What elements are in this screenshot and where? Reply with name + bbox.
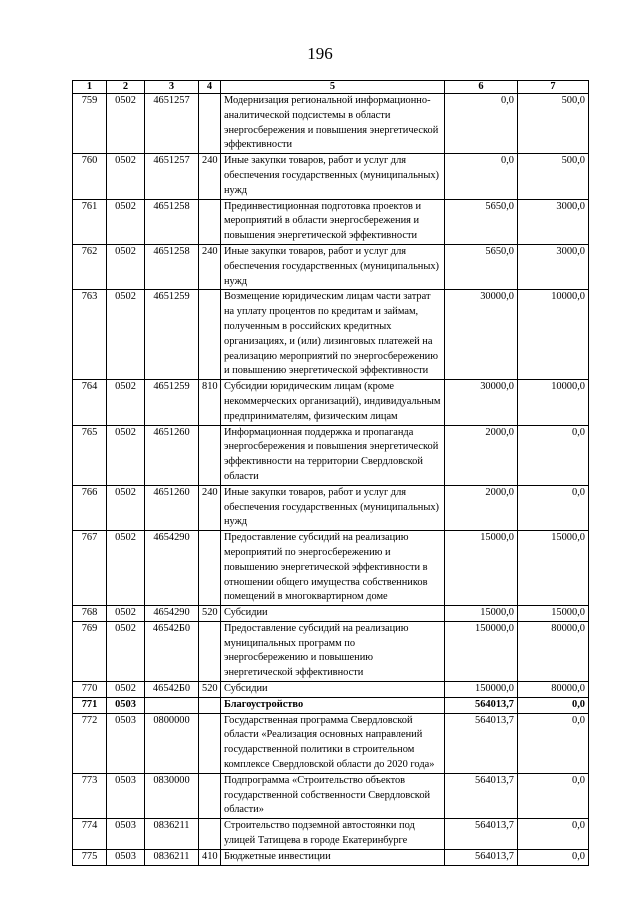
description-cell: Иные закупки товаров, работ и услуг для обеспечения государственных (муниципальных) нужд xyxy=(221,154,445,199)
description-cell: Субсидии xyxy=(221,682,445,698)
amount-2015-cell: 10000,0 xyxy=(518,290,589,380)
description-cell: Благоустройство xyxy=(221,697,445,713)
target-code-cell: 4651258 xyxy=(145,199,199,244)
table-row xyxy=(73,380,589,425)
expense-type-cell: 240 xyxy=(199,485,221,530)
amount-2014-cell: 150000,0 xyxy=(445,621,518,681)
target-code-cell: 4651259 xyxy=(145,380,199,425)
row-number-cell: 762 xyxy=(73,244,107,289)
section-code-cell: 0502 xyxy=(107,621,145,681)
expense-type-cell xyxy=(199,697,221,713)
target-code-cell: 0836211 xyxy=(145,819,199,850)
expense-type-cell xyxy=(199,94,221,154)
target-code-cell: 4651259 xyxy=(145,290,199,380)
column-header: 7 xyxy=(518,81,589,94)
description-cell: Предоставление субсидий на реализацию муниципальных программ по энергосбережению и повышению энергетической эффективности xyxy=(221,621,445,681)
table-header-row xyxy=(73,81,589,94)
row-number-cell: 773 xyxy=(73,773,107,818)
expense-type-cell: 520 xyxy=(199,682,221,698)
amount-2015-cell: 3000,0 xyxy=(518,199,589,244)
section-code-cell: 0502 xyxy=(107,425,145,485)
amount-2014-cell: 15000,0 xyxy=(445,531,518,606)
target-code-cell: 4651257 xyxy=(145,94,199,154)
section-code-cell: 0502 xyxy=(107,531,145,606)
amount-2014-cell: 564013,7 xyxy=(445,713,518,773)
section-code-cell: 0502 xyxy=(107,606,145,622)
budget-table xyxy=(72,80,589,866)
row-number-cell: 769 xyxy=(73,621,107,681)
table-row xyxy=(73,606,589,622)
row-number-cell: 768 xyxy=(73,606,107,622)
section-code-cell: 0502 xyxy=(107,94,145,154)
amount-2015-cell: 0,0 xyxy=(518,849,589,865)
row-number-cell: 764 xyxy=(73,380,107,425)
description-cell: Подпрограмма «Строительство объектов государственной собственности Свердловской области» xyxy=(221,773,445,818)
row-number-cell: 760 xyxy=(73,154,107,199)
row-number-cell: 766 xyxy=(73,485,107,530)
row-number-cell: 765 xyxy=(73,425,107,485)
expense-type-cell: 810 xyxy=(199,380,221,425)
expense-type-cell xyxy=(199,290,221,380)
table-row xyxy=(73,425,589,485)
column-header: 5 xyxy=(221,81,445,94)
expense-type-cell: 410 xyxy=(199,849,221,865)
section-code-cell: 0503 xyxy=(107,849,145,865)
row-number-cell: 771 xyxy=(73,697,107,713)
page-number: 196 xyxy=(307,44,333,63)
description-cell: Государственная программа Свердловской области «Реализация основных направлений государственной политики в строительном комплексе Свердловской области до 2020 года» xyxy=(221,713,445,773)
amount-2014-cell: 564013,7 xyxy=(445,773,518,818)
expense-type-cell: 240 xyxy=(199,244,221,289)
description-cell: Субсидии юридическим лицам (кроме некоммерческих организаций), индивидуальным предпринимателям, физическим лицам xyxy=(221,380,445,425)
amount-2015-cell: 80000,0 xyxy=(518,621,589,681)
description-cell: Возмещение юридическим лицам части затрат на уплату процентов по кредитам и займам, полученным в российских кредитных организациях, и (или) лизинговых платежей на реализацию мероприятий по энергосбережению и повышению энергетической эффективности xyxy=(221,290,445,380)
column-header: 4 xyxy=(199,81,221,94)
section-code-cell: 0502 xyxy=(107,244,145,289)
section-code-cell: 0502 xyxy=(107,485,145,530)
description-cell: Модернизация региональной информационно-аналитической подсистемы в области энергосбережения и повышения энергетической эффективности xyxy=(221,94,445,154)
amount-2015-cell: 0,0 xyxy=(518,485,589,530)
expense-type-cell xyxy=(199,531,221,606)
amount-2015-cell: 15000,0 xyxy=(518,531,589,606)
amount-2015-cell: 500,0 xyxy=(518,94,589,154)
expense-type-cell xyxy=(199,713,221,773)
target-code-cell: 4654290 xyxy=(145,606,199,622)
amount-2014-cell: 0,0 xyxy=(445,94,518,154)
description-cell: Иные закупки товаров, работ и услуг для обеспечения государственных (муниципальных) нужд xyxy=(221,244,445,289)
row-number-cell: 770 xyxy=(73,682,107,698)
column-header: 2 xyxy=(107,81,145,94)
expense-type-cell xyxy=(199,819,221,850)
section-code-cell: 0502 xyxy=(107,380,145,425)
amount-2015-cell: 0,0 xyxy=(518,425,589,485)
table-row xyxy=(73,485,589,530)
target-code-cell: 4651260 xyxy=(145,425,199,485)
expense-type-cell: 240 xyxy=(199,154,221,199)
amount-2014-cell: 5650,0 xyxy=(445,244,518,289)
amount-2014-cell: 15000,0 xyxy=(445,606,518,622)
row-number-cell: 772 xyxy=(73,713,107,773)
target-code-cell: 4651257 xyxy=(145,154,199,199)
expense-type-cell xyxy=(199,425,221,485)
table-row xyxy=(73,819,589,850)
amount-2014-cell: 2000,0 xyxy=(445,485,518,530)
amount-2015-cell: 10000,0 xyxy=(518,380,589,425)
section-code-cell: 0502 xyxy=(107,290,145,380)
description-cell: Информационная поддержка и пропаганда энергосбережения и повышения энергетической эффективности на территории Свердловской области xyxy=(221,425,445,485)
expense-type-cell xyxy=(199,621,221,681)
table-row xyxy=(73,713,589,773)
target-code-cell: 4654290 xyxy=(145,531,199,606)
table-row xyxy=(73,682,589,698)
amount-2014-cell: 30000,0 xyxy=(445,290,518,380)
amount-2014-cell: 564013,7 xyxy=(445,697,518,713)
target-code-cell: 4651258 xyxy=(145,244,199,289)
amount-2014-cell: 2000,0 xyxy=(445,425,518,485)
table-row xyxy=(73,199,589,244)
amount-2014-cell: 30000,0 xyxy=(445,380,518,425)
row-number-cell: 761 xyxy=(73,199,107,244)
row-number-cell: 774 xyxy=(73,819,107,850)
target-code-cell: 4651260 xyxy=(145,485,199,530)
target-code-cell xyxy=(145,697,199,713)
table-row xyxy=(73,697,589,713)
description-cell: Предоставление субсидий на реализацию мероприятий по энергосбережению и повышению энергетической эффективности в отношении общего имущества собственников помещений в многоквартирном доме xyxy=(221,531,445,606)
amount-2014-cell: 5650,0 xyxy=(445,199,518,244)
section-code-cell: 0502 xyxy=(107,682,145,698)
description-cell: Бюджетные инвестиции xyxy=(221,849,445,865)
section-code-cell: 0503 xyxy=(107,713,145,773)
amount-2015-cell: 0,0 xyxy=(518,697,589,713)
row-number-cell: 759 xyxy=(73,94,107,154)
row-number-cell: 767 xyxy=(73,531,107,606)
row-number-cell: 775 xyxy=(73,849,107,865)
section-code-cell: 0502 xyxy=(107,199,145,244)
target-code-cell: 0836211 xyxy=(145,849,199,865)
table-row xyxy=(73,849,589,865)
amount-2015-cell: 15000,0 xyxy=(518,606,589,622)
section-code-cell: 0502 xyxy=(107,154,145,199)
amount-2015-cell: 0,0 xyxy=(518,773,589,818)
amount-2015-cell: 80000,0 xyxy=(518,682,589,698)
target-code-cell: 0830000 xyxy=(145,773,199,818)
expense-type-cell xyxy=(199,773,221,818)
section-code-cell: 0503 xyxy=(107,819,145,850)
row-number-cell: 763 xyxy=(73,290,107,380)
amount-2015-cell: 3000,0 xyxy=(518,244,589,289)
amount-2014-cell: 0,0 xyxy=(445,154,518,199)
table-row xyxy=(73,154,589,199)
description-cell: Иные закупки товаров, работ и услуг для обеспечения государственных (муниципальных) нужд xyxy=(221,485,445,530)
description-cell: Строительство подземной автостоянки под улицей Татищева в городе Екатеринбурге xyxy=(221,819,445,850)
table-row xyxy=(73,244,589,289)
amount-2015-cell: 500,0 xyxy=(518,154,589,199)
amount-2014-cell: 150000,0 xyxy=(445,682,518,698)
expense-type-cell: 520 xyxy=(199,606,221,622)
section-code-cell: 0503 xyxy=(107,697,145,713)
table-row xyxy=(73,94,589,154)
description-cell: Субсидии xyxy=(221,606,445,622)
column-header: 3 xyxy=(145,81,199,94)
table-row xyxy=(73,773,589,818)
description-cell: Прединвестиционная подготовка проектов и мероприятий в области энергосбережения и повышения энергетической эффективности xyxy=(221,199,445,244)
table-row xyxy=(73,290,589,380)
table-row xyxy=(73,531,589,606)
table-row xyxy=(73,621,589,681)
amount-2015-cell: 0,0 xyxy=(518,819,589,850)
section-code-cell: 0503 xyxy=(107,773,145,818)
amount-2014-cell: 564013,7 xyxy=(445,849,518,865)
amount-2014-cell: 564013,7 xyxy=(445,819,518,850)
target-code-cell: 46542Б0 xyxy=(145,682,199,698)
column-header: 1 xyxy=(73,81,107,94)
target-code-cell: 46542Б0 xyxy=(145,621,199,681)
target-code-cell: 0800000 xyxy=(145,713,199,773)
amount-2015-cell: 0,0 xyxy=(518,713,589,773)
column-header: 6 xyxy=(445,81,518,94)
expense-type-cell xyxy=(199,199,221,244)
